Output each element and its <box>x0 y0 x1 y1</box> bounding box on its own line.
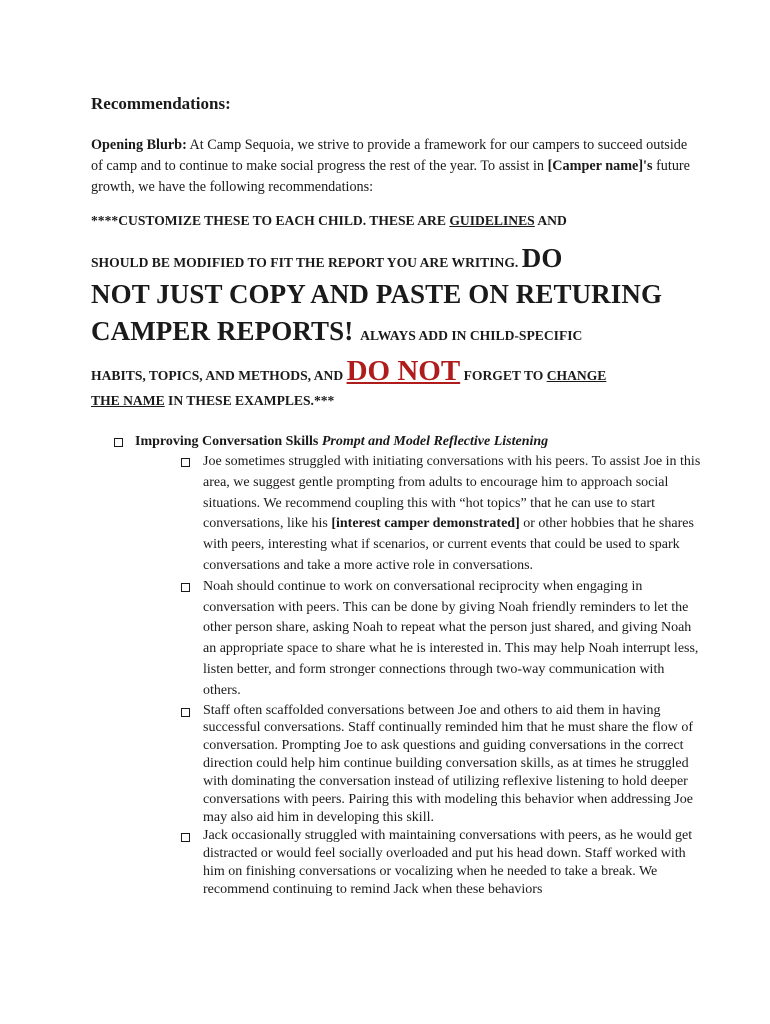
list-item: Joe sometimes struggled with initiating conversations with his peers. To assist Joe in this area, we suggest gentle prompting from adults to encourage him to approach social situations. We recommend coupling this with “hot topics” that he can use to start conversations, like his [interest camper demonstrated] or other hobbies that he shares with peers, interesting what if scenarios, or current events that could be used to spark conversations and take a more active role in conversations. <box>180 452 703 577</box>
section-items <box>135 452 701 899</box>
warning-line-3: NOT JUST COPY AND PASTE ON RETURING <box>91 279 663 309</box>
page-title: Recommendations: <box>91 94 231 113</box>
list-item: Staff often scaffolded conversations between Joe and others to aid them in having successful conversations. Staff continually reminded him that he must share the flow of conversation. Prompting Joe to ask questions and guiding conversations in the correct direction could help him continue building conversation skills, as at times he struggled with dominating the conversation instead of utilizing reflexive listening to hold deeper conversations with peers. Pairing this with modeling this behavior when addressing Joe may also aid him in developing this skill. <box>180 702 703 827</box>
warning-line-4: CAMPER REPORTS! ALWAYS ADD IN CHILD-SPECIFIC <box>91 316 583 346</box>
checkbox-icon <box>181 708 190 717</box>
warning-line-6: THE NAME IN THESE EXAMPLES.*** <box>91 393 335 408</box>
warning-line-2: SHOULD BE MODIFIED TO FIT THE REPORT YOU ARE WRITING. DO <box>91 243 563 273</box>
warning-line-1: ****CUSTOMIZE THESE TO EACH CHILD. THESE ARE GUIDELINES AND <box>91 213 567 228</box>
blurb-text-2: future growth, we have the following recommendations: <box>91 157 690 195</box>
checkbox-icon <box>181 833 190 842</box>
checkbox-icon <box>181 583 190 592</box>
opening-blurb <box>91 135 691 197</box>
section-subtitle: Prompt and Model Reflective Listening <box>321 434 549 449</box>
recommendation-list <box>113 432 701 899</box>
interest-placeholder: [interest camper demonstrated] <box>331 516 520 532</box>
camper-name-placeholder: [Camper name]'s <box>547 157 653 174</box>
do-not-emphasis: DO NOT <box>346 355 461 387</box>
checkbox-icon <box>114 438 123 447</box>
list-item: Noah should continue to work on conversational reciprocity when engaging in conversation with peers. This can be done by giving Noah friendly reminders to let the other person share, asking Noah to repeat what the person just shared, and giving Noah an appropriate space to share what he is interested in. This may help Noah interrupt less, listen better, and form stronger connections through two-way communication with others. <box>180 577 703 702</box>
guidelines-word: GUIDELINES <box>449 213 535 228</box>
section-improving-conversation <box>113 432 701 899</box>
warning-line-5: HABITS, TOPICS, AND METHODS, AND DO NOT FORGET TO CHANGE <box>91 355 607 387</box>
section-title: Improving Conversation Skills <box>135 434 322 449</box>
blurb-lead: Opening Blurb: <box>91 137 187 153</box>
list-item: Jack occasionally struggled with maintaining conversations with peers, as he would get distracted or would feel socially overloaded and put his head down. Staff worked with him on finishing conversations or vocalizing when he needed to take a break. We recommend continuing to remind Jack when these behaviors <box>180 827 703 899</box>
checkbox-icon <box>181 458 190 467</box>
blurb-text-1: At Camp Sequoia, we strive to provide a framework for our campers to succeed outside of camp and to continue to make social progress the rest of the year. To assist in <box>91 137 688 174</box>
